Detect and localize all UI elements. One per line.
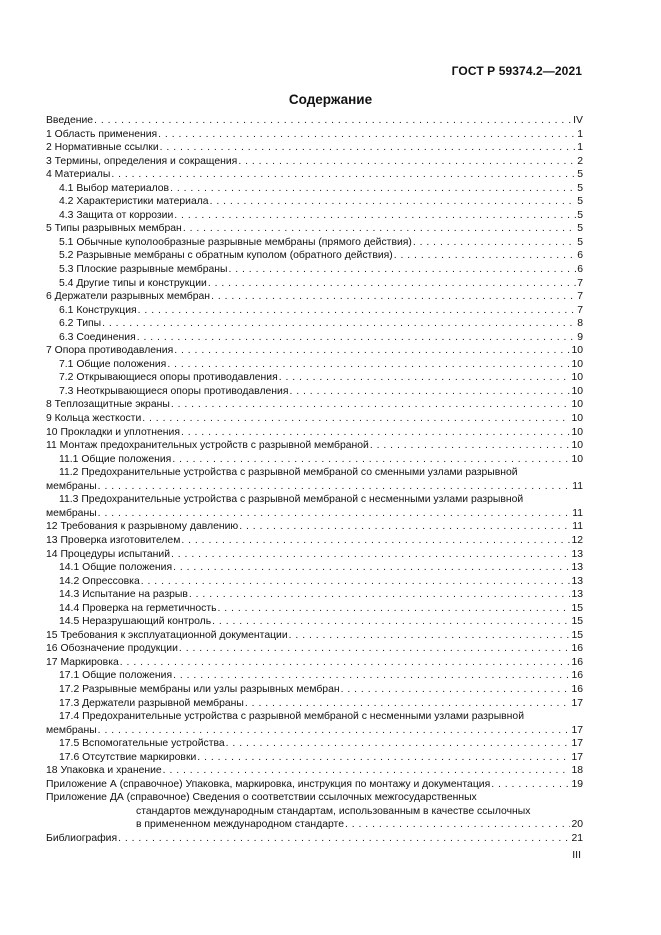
toc-entry-text: 5.4 Другие типы и конструкции	[59, 277, 207, 289]
toc-page-number: 7	[577, 291, 583, 303]
toc-entry[interactable]	[46, 182, 583, 196]
toc-entry[interactable]	[46, 615, 583, 629]
toc-entry-text: 14.3 Испытание на разрыв	[59, 589, 188, 601]
toc-entry-text: 17.2 Разрывные мембраны или узлы разрывных мембран	[59, 683, 340, 695]
toc-entry[interactable]	[46, 791, 583, 832]
toc-entry-text: мембраны	[46, 480, 97, 492]
toc-page-number: 10	[571, 399, 583, 411]
toc-page-number: 13	[571, 562, 583, 574]
toc-entry[interactable]	[46, 602, 583, 616]
dot-leader	[173, 561, 570, 575]
toc-entry[interactable]	[46, 236, 583, 250]
toc-page-number: 7	[577, 277, 583, 289]
toc-entry-text: 15 Требования к эксплуатационной документации	[46, 629, 288, 641]
dot-leader	[218, 602, 571, 616]
toc-entry-text: 1 Область применения	[46, 128, 158, 140]
toc-entry-text: 4.3 Защита от коррозии	[59, 209, 174, 221]
toc-entry-text: Приложение ДА (справочное) Сведения о соответствии ссылочных межгосударственных	[46, 792, 477, 804]
toc-entry-text: 11 Монтаж предохранительных устройств с разрывной мембраной	[46, 440, 369, 452]
toc-entry[interactable]	[46, 344, 583, 358]
toc-page-number: 11	[572, 507, 583, 519]
toc-page-number: 18	[571, 765, 583, 777]
toc-page-number: 10	[571, 372, 583, 384]
toc-entry-text: 17.3 Держатели разрывной мембраны	[59, 697, 244, 709]
toc-entry-text: мембраны	[46, 724, 97, 736]
toc-entry[interactable]	[46, 371, 583, 385]
toc-entry[interactable]	[46, 439, 583, 453]
dot-leader	[289, 629, 571, 643]
toc-entry-text: 8 Теплозащитные экраны	[46, 399, 170, 411]
toc-page-number: 20	[571, 819, 583, 831]
dot-leader	[197, 751, 570, 765]
toc-entry-text: 14.4 Проверка на герметичность	[59, 602, 217, 614]
toc-entry[interactable]	[46, 290, 583, 304]
toc-page-number: 9	[577, 331, 583, 343]
toc-entry[interactable]	[46, 737, 583, 751]
toc-page-number: 5	[577, 196, 583, 208]
dot-leader	[142, 412, 570, 426]
toc-entry[interactable]	[46, 561, 583, 575]
toc-entry[interactable]	[46, 398, 583, 412]
page-title: Содержание	[288, 92, 373, 107]
toc-page-number: 10	[571, 385, 583, 397]
toc-page-number: 1	[577, 128, 583, 140]
toc-entry[interactable]	[46, 358, 583, 372]
toc-entry[interactable]	[46, 317, 583, 331]
toc-entry[interactable]	[46, 710, 583, 737]
toc-page-number: 5	[577, 169, 583, 181]
dot-leader	[208, 277, 576, 291]
dot-leader	[238, 155, 576, 169]
toc-page-number: 16	[571, 670, 583, 682]
toc-entry-text: Библиография	[46, 832, 118, 844]
dot-leader	[228, 263, 576, 277]
toc-entry[interactable]	[46, 669, 583, 683]
dot-leader	[171, 398, 571, 412]
dot-leader	[160, 141, 577, 155]
dot-leader	[183, 222, 576, 236]
dot-leader	[181, 534, 570, 548]
dot-leader	[158, 128, 576, 142]
toc-entry[interactable]	[46, 249, 583, 263]
dot-leader	[341, 683, 571, 697]
dot-leader	[98, 724, 571, 738]
toc-entry[interactable]	[46, 764, 583, 778]
toc-entry-text: 17.1 Общие положения	[59, 670, 173, 682]
toc-entry-text: 17 Маркировка	[46, 656, 119, 668]
toc-entry[interactable]	[46, 548, 583, 562]
toc-page-number: 11	[572, 521, 583, 533]
dot-leader	[94, 114, 572, 128]
dot-leader	[163, 764, 571, 778]
toc-entry[interactable]	[46, 155, 583, 169]
toc-page-number: 16	[571, 656, 583, 668]
dot-leader	[210, 195, 577, 209]
toc-entry-text: 11.1 Общие положения	[59, 453, 172, 465]
dot-leader	[118, 832, 570, 846]
toc-entry-text: 14.1 Общие положения	[59, 562, 173, 574]
toc-entry-text: 9 Кольца жесткости	[46, 413, 142, 425]
toc-entry[interactable]	[46, 209, 583, 223]
toc-entry-text: 5.1 Обычные куполообразные разрывные мембраны (прямого действия)	[59, 236, 412, 248]
toc-entry-text: 7 Опора противодавления	[46, 345, 174, 357]
toc-entry-text: 7.1 Общие положения	[59, 358, 167, 370]
toc-entry[interactable]	[46, 141, 583, 155]
dot-leader	[239, 520, 571, 534]
toc-entry[interactable]	[46, 277, 583, 291]
toc-entry-text: 5 Типы разрывных мембран	[46, 223, 182, 235]
toc-entry[interactable]	[46, 656, 583, 670]
toc-entry-text: 3 Термины, определения и сокращения	[46, 155, 238, 167]
toc-entry-text: 14.5 Неразрушающий контроль	[59, 616, 212, 628]
toc-entry[interactable]	[46, 493, 583, 520]
dot-leader	[245, 697, 571, 711]
dot-leader	[137, 331, 577, 345]
toc-page-number: 7	[577, 304, 583, 316]
toc-page-number: 10	[571, 440, 583, 452]
toc-entry[interactable]	[46, 114, 583, 128]
toc-page-number: 17	[571, 724, 583, 736]
toc-page-number: 17	[571, 751, 583, 763]
toc-entry-text: 17.6 Отсутствие маркировки	[59, 751, 197, 763]
dot-leader	[212, 615, 570, 629]
table-of-contents	[46, 114, 583, 846]
dot-leader	[173, 669, 570, 683]
toc-entry-text: 2 Нормативные ссылки	[46, 142, 159, 154]
document-code: ГОСТ Р 59374.2—2021	[451, 64, 582, 78]
toc-entry[interactable]	[46, 751, 583, 765]
toc-page-number: 6	[577, 264, 583, 276]
toc-entry[interactable]	[46, 832, 583, 846]
dot-leader	[370, 439, 571, 453]
dot-leader	[289, 385, 570, 399]
dot-leader	[491, 778, 570, 792]
toc-page-number: 11	[572, 480, 583, 492]
toc-entry[interactable]	[46, 588, 583, 602]
dot-leader	[111, 168, 576, 182]
toc-page-number: 17	[571, 697, 583, 709]
toc-entry[interactable]	[46, 385, 583, 399]
toc-entry-text: 12 Требования к разрывному давлению	[46, 521, 239, 533]
dot-leader	[345, 818, 570, 832]
toc-entry-text: 7.2 Открывающиеся опоры противодавления	[59, 372, 278, 384]
dot-leader	[98, 507, 572, 521]
toc-entry-text: 4.2 Характеристики материала	[59, 196, 209, 208]
toc-page-number: 1	[577, 142, 583, 154]
toc-page-number: 10	[571, 345, 583, 357]
dot-leader	[138, 304, 577, 318]
toc-page-number: 10	[571, 358, 583, 370]
toc-entry-text: 6.3 Соединения	[59, 331, 136, 343]
dot-leader	[211, 290, 576, 304]
toc-entry-text: 6.2 Типы	[59, 318, 102, 330]
toc-entry-text: 10 Прокладки и уплотнения	[46, 426, 180, 438]
dot-leader	[226, 737, 571, 751]
dot-leader	[181, 426, 570, 440]
toc-page-number: 16	[571, 683, 583, 695]
toc-entry-text: 11.2 Предохранительные устройства с разрывной мембраной со сменными узлами разрывной	[59, 467, 518, 479]
dot-leader	[279, 371, 571, 385]
toc-entry[interactable]	[46, 697, 583, 711]
toc-entry[interactable]	[46, 128, 583, 142]
toc-page-number: 13	[571, 548, 583, 560]
dot-leader	[102, 317, 576, 331]
toc-entry[interactable]	[46, 453, 583, 467]
toc-page-number: 13	[571, 575, 583, 587]
dot-leader	[172, 453, 570, 467]
toc-page-number: 5	[577, 182, 583, 194]
toc-page-number: 5	[577, 209, 583, 221]
toc-entry-text: 16 Обозначение продукции	[46, 643, 178, 655]
toc-entry-text: 4.1 Выбор материалов	[59, 182, 170, 194]
toc-page-number: 8	[577, 318, 583, 330]
toc-entry-text: 14.2 Опрессовка	[59, 575, 140, 587]
toc-page-number: 6	[577, 250, 583, 262]
toc-entry-text: 6 Держатели разрывных мембран	[46, 291, 211, 303]
toc-entry[interactable]	[46, 629, 583, 643]
toc-page-number: 10	[571, 426, 583, 438]
dot-leader	[189, 588, 571, 602]
toc-entry[interactable]	[46, 683, 583, 697]
toc-page-number: 19	[571, 778, 583, 790]
toc-page-number: 10	[571, 453, 583, 465]
toc-entry-text: стандартов международным стандартам, использованным в качестве ссылочных	[136, 805, 531, 817]
toc-entry[interactable]	[46, 642, 583, 656]
toc-entry-text: 4 Материалы	[46, 169, 111, 181]
toc-page-number: 16	[571, 643, 583, 655]
toc-entry-text: 18 Упаковка и хранение	[46, 765, 162, 777]
toc-entry[interactable]	[46, 412, 583, 426]
toc-page-number: 10	[571, 413, 583, 425]
dot-leader	[174, 209, 576, 223]
toc-entry[interactable]	[46, 304, 583, 318]
toc-page-number: 12	[571, 534, 583, 546]
dot-leader	[170, 182, 576, 196]
toc-entry-text: 5.2 Разрывные мембраны с обратным куполом (обратного действия)	[59, 250, 393, 262]
toc-entry-text: 17.4 Предохранительные устройства с разрывной мембраной с несменными узлами разрывной	[59, 711, 525, 723]
toc-page-number: 15	[571, 616, 583, 628]
toc-entry-text: 6.1 Конструкция	[59, 304, 137, 316]
dot-leader	[394, 249, 576, 263]
toc-entry-text: 5.3 Плоские разрывные мембраны	[59, 264, 228, 276]
toc-entry[interactable]	[46, 426, 583, 440]
toc-page-number: 21	[571, 832, 583, 844]
dot-leader	[174, 344, 570, 358]
toc-entry-text: Введение	[46, 115, 94, 126]
toc-page-number: 5	[577, 223, 583, 235]
toc-entry[interactable]	[46, 195, 583, 209]
toc-entry-text: 17.5 Вспомогательные устройства	[59, 738, 225, 750]
toc-entry[interactable]	[46, 534, 583, 548]
toc-entry[interactable]	[46, 331, 583, 345]
toc-entry-text: 11.3 Предохранительные устройства с разрывной мембраной с несменными узлами разрывной	[59, 494, 524, 506]
toc-entry[interactable]	[46, 520, 583, 534]
toc-page-number: 15	[571, 602, 583, 614]
dot-leader	[179, 642, 571, 656]
toc-entry[interactable]	[46, 222, 583, 236]
dot-leader	[413, 236, 576, 250]
dot-leader	[141, 575, 571, 589]
toc-entry-text: Приложение А (справочное) Упаковка, маркировка, инструкция по монтажу и документация	[46, 778, 491, 790]
dot-leader	[98, 480, 572, 494]
toc-page-number: 13	[571, 589, 583, 601]
toc-entry-text: 13 Проверка изготовителем	[46, 534, 181, 546]
toc-page-number: 2	[577, 155, 583, 167]
toc-page-number: 15	[571, 629, 583, 641]
toc-entry[interactable]	[46, 466, 583, 493]
toc-entry[interactable]	[46, 778, 583, 792]
toc-entry-text: мембраны	[46, 507, 97, 519]
page-number: III	[572, 849, 581, 861]
toc-page-number: 5	[577, 236, 583, 248]
dot-leader	[120, 656, 571, 670]
toc-entry[interactable]	[46, 263, 583, 277]
toc-entry-text: в примененном международном стандарте	[136, 819, 344, 831]
toc-page-number: IV	[573, 115, 583, 126]
toc-entry[interactable]	[46, 168, 583, 182]
toc-entry[interactable]	[46, 575, 583, 589]
dot-leader	[171, 548, 570, 562]
dot-leader	[167, 358, 570, 372]
toc-entry-text: 14 Процедуры испытаний	[46, 548, 170, 560]
toc-entry-text: 7.3 Неоткрывающиеся опоры противодавления	[59, 385, 289, 397]
toc-page-number: 17	[571, 738, 583, 750]
